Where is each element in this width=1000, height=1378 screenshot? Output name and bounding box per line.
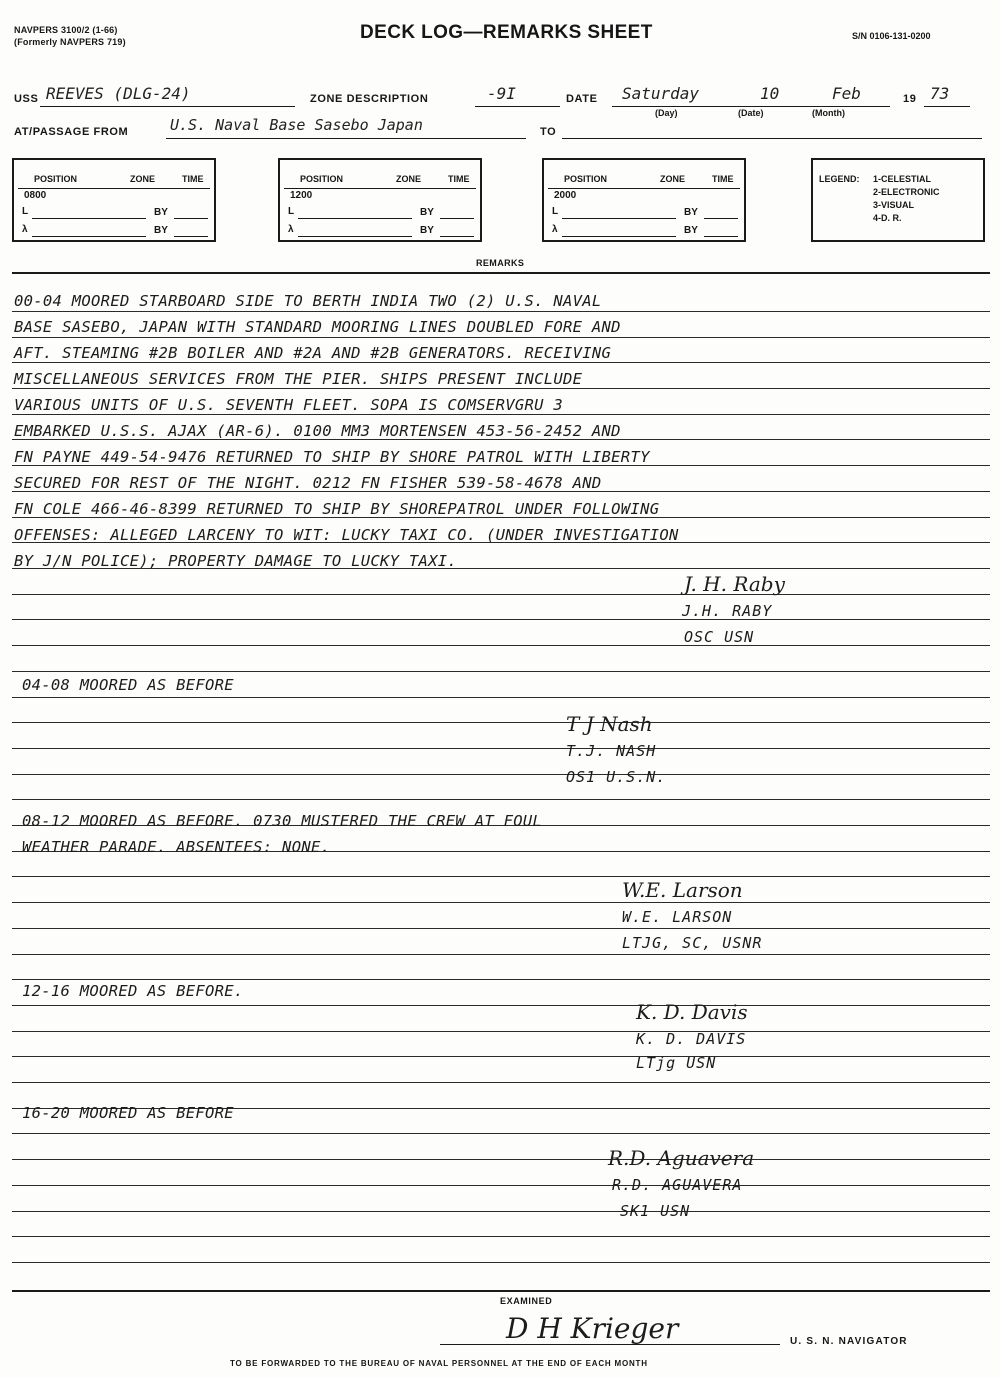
- by-field[interactable]: [704, 218, 738, 219]
- longitude-field[interactable]: [298, 236, 412, 237]
- watch4-line: 12-16 MOORED AS BEFORE.: [22, 982, 244, 1000]
- longitude-field[interactable]: [32, 236, 146, 237]
- ruled-line: [12, 928, 990, 929]
- legend-item: 3-VISUAL: [873, 200, 915, 210]
- watch2-signature: T J Nash: [566, 712, 653, 736]
- watch3-line: 08-12 MOORED AS BEFORE. 0730 MUSTERED THE CREW AT FOUL: [22, 812, 543, 830]
- form-number: [14, 24, 126, 48]
- ruled-line: [12, 362, 990, 363]
- examined-top-rule: [12, 1290, 990, 1292]
- sub-date: (Date): [738, 108, 764, 118]
- watch3-officer-rank: LTJG, SC, USNR: [622, 934, 763, 952]
- by-label: BY: [684, 225, 698, 236]
- divider: [548, 188, 740, 189]
- sub-day: (Day): [655, 108, 678, 118]
- date-field[interactable]: [612, 86, 890, 107]
- longitude-label: λ: [552, 224, 558, 235]
- footer-instruction: TO BE FORWARDED TO THE BUREAU OF NAVAL PERSONNEL AT THE END OF EACH MONTH: [230, 1359, 648, 1368]
- watch5-officer-rank: SK1 USN: [620, 1202, 691, 1220]
- navigator-signature: D H Krieger: [506, 1312, 679, 1345]
- watch1-line: OFFENSES: ALLEGED LARCENY TO WIT: LUCKY TAXI CO. (UNDER INVESTIGATION: [14, 526, 679, 544]
- ruled-line: [12, 1159, 990, 1160]
- by-label: BY: [154, 207, 168, 218]
- zone-value: -9I: [487, 84, 516, 103]
- by-label: BY: [420, 207, 434, 218]
- ruled-line: [12, 671, 990, 672]
- watch1-line: 00-04 MOORED STARBOARD SIDE TO BERTH INDIA TWO (2) U.S. NAVAL: [14, 292, 602, 310]
- divider: [284, 188, 476, 189]
- ruled-line: [12, 1185, 990, 1186]
- position-box-1200: [278, 158, 482, 242]
- passage-label: AT/PASSAGE FROM: [14, 126, 129, 138]
- watch1-line: VARIOUS UNITS OF U.S. SEVENTH FLEET. SOPA IS COMSERVGRU 3: [14, 396, 564, 414]
- ruled-line: [12, 645, 990, 646]
- by-label: BY: [684, 207, 698, 218]
- ruled-line: [12, 1056, 990, 1057]
- watch3-officer-name: W.E. LARSON: [622, 908, 733, 926]
- sub-month: (Month): [812, 108, 845, 118]
- passage-to-label: TO: [540, 126, 557, 138]
- position-box-0800: [12, 158, 216, 242]
- legend-item: 1-CELESTIAL: [873, 174, 932, 184]
- latitude-label: L: [288, 206, 295, 217]
- by-label: BY: [420, 225, 434, 236]
- year-value: 73: [930, 84, 950, 103]
- zone-field[interactable]: [475, 86, 560, 107]
- position-header: POSITION: [34, 174, 78, 184]
- ruled-line: [12, 748, 990, 749]
- position-header: POSITION: [300, 174, 344, 184]
- zone-header: ZONE: [396, 174, 422, 184]
- passage-from-value: U.S. Naval Base Sasebo Japan: [170, 116, 423, 134]
- watch4-officer-rank: LTjg USN: [636, 1054, 717, 1072]
- ship-name: REEVES (DLG-24): [46, 84, 191, 103]
- ruled-line: [12, 1082, 990, 1083]
- position-box-2000: [542, 158, 746, 242]
- latitude-label: L: [552, 206, 559, 217]
- ruled-line: [12, 337, 990, 338]
- legend-item: 4-D. R.: [873, 213, 902, 223]
- stock-number: S/N 0106-131-0200: [852, 31, 931, 41]
- ruled-line: [12, 799, 990, 800]
- uss-label: USS: [14, 93, 39, 105]
- position-box-header: [544, 160, 744, 188]
- remarks-title: REMARKS: [476, 258, 525, 268]
- ruled-line: [12, 594, 990, 595]
- by-field[interactable]: [440, 218, 474, 219]
- watch3-signature: W.E. Larson: [622, 878, 743, 902]
- year-field[interactable]: [924, 86, 970, 107]
- passage-from-field[interactable]: [166, 118, 526, 139]
- watch5-signature: R.D. Aguavera: [608, 1146, 755, 1170]
- latitude-field[interactable]: [32, 218, 146, 219]
- position-time: 1200: [290, 190, 313, 201]
- ruled-line: [12, 1211, 990, 1212]
- watch1-line: EMBARKED U.S.S. AJAX (AR-6). 0100 MM3 MORTENSEN 453-56-2452 AND: [14, 422, 621, 440]
- position-box-header: [280, 160, 480, 188]
- ruled-line: [12, 979, 990, 980]
- ruled-line: [12, 1005, 990, 1006]
- by-field[interactable]: [440, 236, 474, 237]
- watch1-officer-rank: OSC USN: [684, 628, 755, 646]
- watch5-officer-name: R.D. AGUAVERA: [612, 1176, 743, 1194]
- ruled-line: [12, 388, 990, 389]
- latitude-field[interactable]: [562, 218, 676, 219]
- form-number-line2: (Formerly NAVPERS 719): [14, 37, 126, 47]
- longitude-label: λ: [22, 224, 28, 235]
- page-title: DECK LOG—REMARKS SHEET: [360, 22, 653, 43]
- watch3-line: WEATHER PARADE. ABSENTEES: NONE.: [22, 838, 331, 856]
- ruled-line: [12, 1236, 990, 1237]
- longitude-field[interactable]: [562, 236, 676, 237]
- watch1-officer-name: J.H. RABY: [682, 602, 773, 620]
- zone-header: ZONE: [130, 174, 156, 184]
- watch4-signature: K. D. Davis: [636, 1000, 748, 1024]
- time-header: TIME: [448, 174, 470, 184]
- ruled-line: [12, 902, 990, 903]
- position-header: POSITION: [564, 174, 608, 184]
- date-label: DATE: [566, 93, 598, 105]
- ruled-line: [12, 1133, 990, 1134]
- time-header: TIME: [712, 174, 734, 184]
- ruled-line: [12, 1262, 990, 1263]
- watch2-officer-name: T.J. NASH: [566, 742, 657, 760]
- remarks-top-rule: [12, 272, 990, 274]
- by-field[interactable]: [704, 236, 738, 237]
- position-box-header: [14, 160, 214, 188]
- watch1-line: MISCELLANEOUS SERVICES FROM THE PIER. SHIPS PRESENT INCLUDE: [14, 370, 583, 388]
- ruled-line: [12, 619, 990, 620]
- ruled-line: [12, 697, 990, 698]
- month-value: Feb: [832, 84, 861, 103]
- ruled-line: [12, 774, 990, 775]
- time-header: TIME: [182, 174, 204, 184]
- zone-description-label: ZONE DESCRIPTION: [310, 93, 429, 105]
- examined-label: EXAMINED: [500, 1296, 553, 1306]
- ruled-line: [12, 722, 990, 723]
- ruled-line: [12, 311, 990, 312]
- date-value: 10: [760, 84, 780, 103]
- watch4-officer-name: K. D. DAVIS: [636, 1030, 747, 1048]
- latitude-field[interactable]: [298, 218, 412, 219]
- watch2-officer-rank: OS1 U.S.N.: [566, 768, 667, 786]
- by-field[interactable]: [174, 218, 208, 219]
- ruled-line: [12, 954, 990, 955]
- watch2-line: 04-08 MOORED AS BEFORE: [22, 676, 234, 694]
- position-time: 2000: [554, 190, 577, 201]
- day-value: Saturday: [622, 84, 700, 103]
- passage-to-field[interactable]: [562, 118, 982, 139]
- navigator-label: U. S. N. NAVIGATOR: [790, 1336, 908, 1347]
- watch1-line: FN COLE 466-46-8399 RETURNED TO SHIP BY SHOREPATROL UNDER FOLLOWING: [14, 500, 660, 518]
- watch1-line: SECURED FOR REST OF THE NIGHT. 0212 FN FISHER 539-58-4678 AND: [14, 474, 602, 492]
- longitude-label: λ: [288, 224, 294, 235]
- ruled-line: [12, 876, 990, 877]
- legend-box: [811, 158, 985, 242]
- watch1-line: AFT. STEAMING #2B BOILER AND #2A AND #2B GENERATORS. RECEIVING: [14, 344, 612, 362]
- legend-title: LEGEND:: [819, 174, 860, 184]
- watch1-line: FN PAYNE 449-54-9476 RETURNED TO SHIP BY SHORE PATROL WITH LIBERTY: [14, 448, 650, 466]
- watch5-line: 16-20 MOORED AS BEFORE: [22, 1104, 234, 1122]
- latitude-label: L: [22, 206, 29, 217]
- zone-header: ZONE: [660, 174, 686, 184]
- year-prefix: 19: [903, 93, 917, 105]
- position-time: 0800: [24, 190, 47, 201]
- divider: [18, 188, 210, 189]
- watch1-line: BY J/N POLICE); PROPERTY DAMAGE TO LUCKY TAXI.: [14, 552, 458, 570]
- ruled-line: [12, 1031, 990, 1032]
- by-label: BY: [154, 225, 168, 236]
- ruled-line: [12, 414, 990, 415]
- watch1-line: BASE SASEBO, JAPAN WITH STANDARD MOORING LINES DOUBLED FORE AND: [14, 318, 621, 336]
- watch1-signature: J. H. Raby: [684, 572, 785, 596]
- form-number-line1: NAVPERS 3100/2 (1-66): [14, 25, 118, 35]
- by-field[interactable]: [174, 236, 208, 237]
- legend-item: 2-ELECTRONIC: [873, 187, 940, 197]
- ship-name-field[interactable]: [40, 86, 295, 107]
